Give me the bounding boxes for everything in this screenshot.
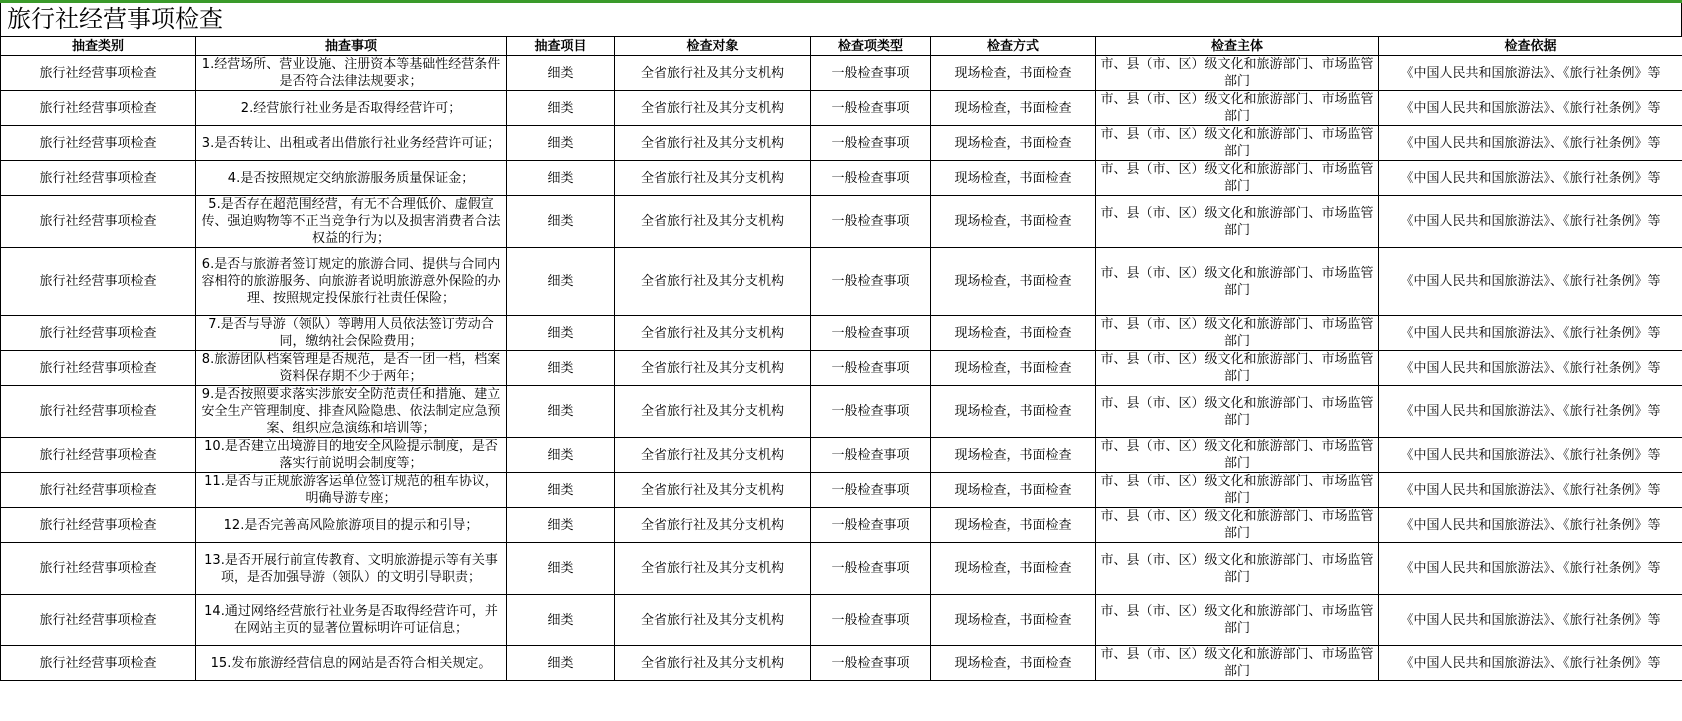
- cell-method[interactable]: 现场检查，书面检查: [931, 91, 1096, 126]
- cell-project[interactable]: 细类: [507, 351, 615, 386]
- cell-category[interactable]: 旅行社经营事项检查: [1, 508, 196, 543]
- cell-item[interactable]: 10.是否建立出境游目的地安全风险提示制度，是否落实行前说明会制度等；: [196, 438, 507, 473]
- cell-subject[interactable]: 市、县（市、区）级文化和旅游部门、市场监管部门: [1096, 56, 1379, 91]
- cell-project[interactable]: 细类: [507, 543, 615, 595]
- cell-type[interactable]: 一般检查事项: [811, 316, 931, 351]
- cell-item[interactable]: 14.通过网络经营旅行社业务是否取得经营许可，并在网站主页的显著位置标明许可证信息；: [196, 595, 507, 646]
- header-cell[interactable]: 检查方式: [931, 37, 1096, 56]
- cell-target[interactable]: 全省旅行社及其分支机构: [615, 161, 811, 196]
- cell-subject[interactable]: 市、县（市、区）级文化和旅游部门、市场监管部门: [1096, 126, 1379, 161]
- cell-subject[interactable]: 市、县（市、区）级文化和旅游部门、市场监管部门: [1096, 473, 1379, 508]
- cell-category[interactable]: 旅行社经营事项检查: [1, 91, 196, 126]
- cell-category[interactable]: 旅行社经营事项检查: [1, 56, 196, 91]
- cell-category[interactable]: 旅行社经营事项检查: [1, 248, 196, 316]
- cell-method[interactable]: 现场检查，书面检查: [931, 351, 1096, 386]
- table-row: [1, 595, 1682, 646]
- cell-project[interactable]: 细类: [507, 386, 615, 438]
- cell-basis[interactable]: 《中国人民共和国旅游法》、《旅行社条例》等: [1379, 316, 1682, 351]
- cell-project[interactable]: 细类: [507, 196, 615, 248]
- cell-subject[interactable]: 市、县（市、区）级文化和旅游部门、市场监管部门: [1096, 91, 1379, 126]
- cell-type[interactable]: 一般检查事项: [811, 473, 931, 508]
- cell-subject[interactable]: 市、县（市、区）级文化和旅游部门、市场监管部门: [1096, 351, 1379, 386]
- header-cell[interactable]: 检查依据: [1379, 37, 1682, 56]
- header-cell[interactable]: 检查对象: [615, 37, 811, 56]
- cell-type[interactable]: 一般检查事项: [811, 543, 931, 595]
- cell-type[interactable]: 一般检查事项: [811, 91, 931, 126]
- cell-type[interactable]: 一般检查事项: [811, 196, 931, 248]
- cell-project[interactable]: 细类: [507, 646, 615, 681]
- cell-item[interactable]: 6.是否与旅游者签订规定的旅游合同、提供与合同内容相符的旅游服务、向旅游者说明旅游意外保险的办理、按照规定投保旅行社责任保险；: [196, 248, 507, 316]
- cell-category[interactable]: 旅行社经营事项检查: [1, 473, 196, 508]
- cell-type[interactable]: 一般检查事项: [811, 438, 931, 473]
- cell-item[interactable]: 2.经营旅行社业务是否取得经营许可；: [196, 91, 507, 126]
- cell-category[interactable]: 旅行社经营事项检查: [1, 126, 196, 161]
- cell-basis[interactable]: 《中国人民共和国旅游法》、《旅行社条例》等: [1379, 91, 1682, 126]
- table-row: [1, 438, 1682, 473]
- cell-target[interactable]: 全省旅行社及其分支机构: [615, 543, 811, 595]
- cell-method[interactable]: 现场检查，书面检查: [931, 646, 1096, 681]
- inspection-table: [0, 36, 1682, 681]
- cell-category[interactable]: 旅行社经营事项检查: [1, 316, 196, 351]
- cell-basis[interactable]: 《中国人民共和国旅游法》、《旅行社条例》等: [1379, 351, 1682, 386]
- cell-category[interactable]: 旅行社经营事项检查: [1, 351, 196, 386]
- cell-target[interactable]: 全省旅行社及其分支机构: [615, 386, 811, 438]
- cell-method[interactable]: 现场检查，书面检查: [931, 473, 1096, 508]
- cell-type[interactable]: 一般检查事项: [811, 595, 931, 646]
- cell-method[interactable]: 现场检查，书面检查: [931, 595, 1096, 646]
- cell-category[interactable]: 旅行社经营事项检查: [1, 646, 196, 681]
- cell-project[interactable]: 细类: [507, 126, 615, 161]
- cell-method[interactable]: 现场检查，书面检查: [931, 316, 1096, 351]
- header-row: [1, 37, 1682, 56]
- table-row: [1, 248, 1682, 316]
- cell-method[interactable]: 现场检查，书面检查: [931, 196, 1096, 248]
- table-row: [1, 91, 1682, 126]
- cell-method[interactable]: 现场检查，书面检查: [931, 543, 1096, 595]
- sheet-title[interactable]: 旅行社经营事项检查: [0, 3, 1682, 36]
- cell-subject[interactable]: 市、县（市、区）级文化和旅游部门、市场监管部门: [1096, 316, 1379, 351]
- cell-item[interactable]: 3.是否转让、出租或者出借旅行社业务经营许可证；: [196, 126, 507, 161]
- cell-basis[interactable]: 《中国人民共和国旅游法》、《旅行社条例》等: [1379, 126, 1682, 161]
- cell-category[interactable]: 旅行社经营事项检查: [1, 386, 196, 438]
- cell-target[interactable]: 全省旅行社及其分支机构: [615, 56, 811, 91]
- cell-target[interactable]: 全省旅行社及其分支机构: [615, 438, 811, 473]
- cell-basis[interactable]: 《中国人民共和国旅游法》、《旅行社条例》等: [1379, 196, 1682, 248]
- cell-subject[interactable]: 市、县（市、区）级文化和旅游部门、市场监管部门: [1096, 248, 1379, 316]
- cell-target[interactable]: 全省旅行社及其分支机构: [615, 595, 811, 646]
- cell-item[interactable]: 15.发布旅游经营信息的网站是否符合相关规定。: [196, 646, 507, 681]
- cell-target[interactable]: 全省旅行社及其分支机构: [615, 126, 811, 161]
- header-cell[interactable]: 抽查类别: [1, 37, 196, 56]
- cell-project[interactable]: 细类: [507, 473, 615, 508]
- cell-basis[interactable]: 《中国人民共和国旅游法》、《旅行社条例》等: [1379, 473, 1682, 508]
- header-cell[interactable]: 抽查事项: [196, 37, 507, 56]
- cell-subject[interactable]: 市、县（市、区）级文化和旅游部门、市场监管部门: [1096, 196, 1379, 248]
- cell-type[interactable]: 一般检查事项: [811, 161, 931, 196]
- cell-target[interactable]: 全省旅行社及其分支机构: [615, 646, 811, 681]
- table-row: [1, 316, 1682, 351]
- cell-basis[interactable]: 《中国人民共和国旅游法》、《旅行社条例》等: [1379, 248, 1682, 316]
- cell-target[interactable]: 全省旅行社及其分支机构: [615, 473, 811, 508]
- cell-subject[interactable]: 市、县（市、区）级文化和旅游部门、市场监管部门: [1096, 508, 1379, 543]
- cell-method[interactable]: 现场检查，书面检查: [931, 508, 1096, 543]
- cell-target[interactable]: 全省旅行社及其分支机构: [615, 508, 811, 543]
- table-body: [1, 56, 1682, 681]
- cell-project[interactable]: 细类: [507, 248, 615, 316]
- cell-item[interactable]: 7.是否与导游（领队）等聘用人员依法签订劳动合同，缴纳社会保险费用；: [196, 316, 507, 351]
- cell-project[interactable]: 细类: [507, 508, 615, 543]
- cell-target[interactable]: 全省旅行社及其分支机构: [615, 351, 811, 386]
- cell-basis[interactable]: 《中国人民共和国旅游法》、《旅行社条例》等: [1379, 56, 1682, 91]
- cell-item[interactable]: 13.是否开展行前宣传教育、文明旅游提示等有关事项，是否加强导游（领队）的文明引导职责；: [196, 543, 507, 595]
- cell-type[interactable]: 一般检查事项: [811, 56, 931, 91]
- cell-target[interactable]: 全省旅行社及其分支机构: [615, 248, 811, 316]
- cell-type[interactable]: 一般检查事项: [811, 646, 931, 681]
- cell-item[interactable]: 5.是否存在超范围经营，有无不合理低价、虚假宣传、强迫购物等不正当竞争行为以及损害消费者合法权益的行为；: [196, 196, 507, 248]
- cell-type[interactable]: 一般检查事项: [811, 248, 931, 316]
- cell-category[interactable]: 旅行社经营事项检查: [1, 595, 196, 646]
- cell-target[interactable]: 全省旅行社及其分支机构: [615, 91, 811, 126]
- cell-basis[interactable]: 《中国人民共和国旅游法》、《旅行社条例》等: [1379, 595, 1682, 646]
- cell-type[interactable]: 一般检查事项: [811, 351, 931, 386]
- cell-category[interactable]: 旅行社经营事项检查: [1, 196, 196, 248]
- header-cell[interactable]: 检查主体: [1096, 37, 1379, 56]
- cell-method[interactable]: 现场检查，书面检查: [931, 438, 1096, 473]
- cell-basis[interactable]: 《中国人民共和国旅游法》、《旅行社条例》等: [1379, 386, 1682, 438]
- table-row: [1, 543, 1682, 595]
- table-row: [1, 351, 1682, 386]
- table-row: [1, 473, 1682, 508]
- cell-subject[interactable]: 市、县（市、区）级文化和旅游部门、市场监管部门: [1096, 161, 1379, 196]
- cell-basis[interactable]: 《中国人民共和国旅游法》、《旅行社条例》等: [1379, 161, 1682, 196]
- cell-subject[interactable]: 市、县（市、区）级文化和旅游部门、市场监管部门: [1096, 438, 1379, 473]
- cell-basis[interactable]: 《中国人民共和国旅游法》、《旅行社条例》等: [1379, 508, 1682, 543]
- cell-target[interactable]: 全省旅行社及其分支机构: [615, 196, 811, 248]
- cell-project[interactable]: 细类: [507, 595, 615, 646]
- cell-method[interactable]: 现场检查，书面检查: [931, 248, 1096, 316]
- table-row: [1, 56, 1682, 91]
- cell-type[interactable]: 一般检查事项: [811, 126, 931, 161]
- cell-subject[interactable]: 市、县（市、区）级文化和旅游部门、市场监管部门: [1096, 646, 1379, 681]
- cell-item[interactable]: 11.是否与正规旅游客运单位签订规范的租车协议，明确导游专座；: [196, 473, 507, 508]
- table-row: [1, 646, 1682, 681]
- header-cell[interactable]: 抽查项目: [507, 37, 615, 56]
- cell-basis[interactable]: 《中国人民共和国旅游法》、《旅行社条例》等: [1379, 646, 1682, 681]
- table-row: [1, 386, 1682, 438]
- cell-subject[interactable]: 市、县（市、区）级文化和旅游部门、市场监管部门: [1096, 543, 1379, 595]
- header-cell[interactable]: 检查项类型: [811, 37, 931, 56]
- cell-category[interactable]: 旅行社经营事项检查: [1, 543, 196, 595]
- cell-project[interactable]: 细类: [507, 316, 615, 351]
- cell-item[interactable]: 9.是否按照要求落实涉旅安全防范责任和措施、建立安全生产管理制度、排查风险隐患、依法制定应急预案、组织应急演练和培训等；: [196, 386, 507, 438]
- cell-subject[interactable]: 市、县（市、区）级文化和旅游部门、市场监管部门: [1096, 595, 1379, 646]
- cell-category[interactable]: 旅行社经营事项检查: [1, 161, 196, 196]
- cell-project[interactable]: 细类: [507, 161, 615, 196]
- cell-item[interactable]: 4.是否按照规定交纳旅游服务质量保证金；: [196, 161, 507, 196]
- cell-item[interactable]: 12.是否完善高风险旅游项目的提示和引导；: [196, 508, 507, 543]
- cell-category[interactable]: 旅行社经营事项检查: [1, 438, 196, 473]
- cell-item[interactable]: 8.旅游团队档案管理是否规范，是否一团一档，档案资料保存期不少于两年；: [196, 351, 507, 386]
- cell-project[interactable]: 细类: [507, 56, 615, 91]
- cell-item[interactable]: 1.经营场所、营业设施、注册资本等基础性经营条件是否符合法律法规要求；: [196, 56, 507, 91]
- cell-project[interactable]: 细类: [507, 438, 615, 473]
- cell-type[interactable]: 一般检查事项: [811, 508, 931, 543]
- cell-method[interactable]: 现场检查，书面检查: [931, 386, 1096, 438]
- cell-basis[interactable]: 《中国人民共和国旅游法》、《旅行社条例》等: [1379, 543, 1682, 595]
- cell-project[interactable]: 细类: [507, 91, 615, 126]
- table-row: [1, 161, 1682, 196]
- cell-subject[interactable]: 市、县（市、区）级文化和旅游部门、市场监管部门: [1096, 386, 1379, 438]
- cell-basis[interactable]: 《中国人民共和国旅游法》、《旅行社条例》等: [1379, 438, 1682, 473]
- cell-target[interactable]: 全省旅行社及其分支机构: [615, 316, 811, 351]
- table-row: [1, 196, 1682, 248]
- cell-method[interactable]: 现场检查，书面检查: [931, 56, 1096, 91]
- cell-method[interactable]: 现场检查，书面检查: [931, 126, 1096, 161]
- cell-type[interactable]: 一般检查事项: [811, 386, 931, 438]
- table-row: [1, 126, 1682, 161]
- table-row: [1, 508, 1682, 543]
- cell-method[interactable]: 现场检查，书面检查: [931, 161, 1096, 196]
